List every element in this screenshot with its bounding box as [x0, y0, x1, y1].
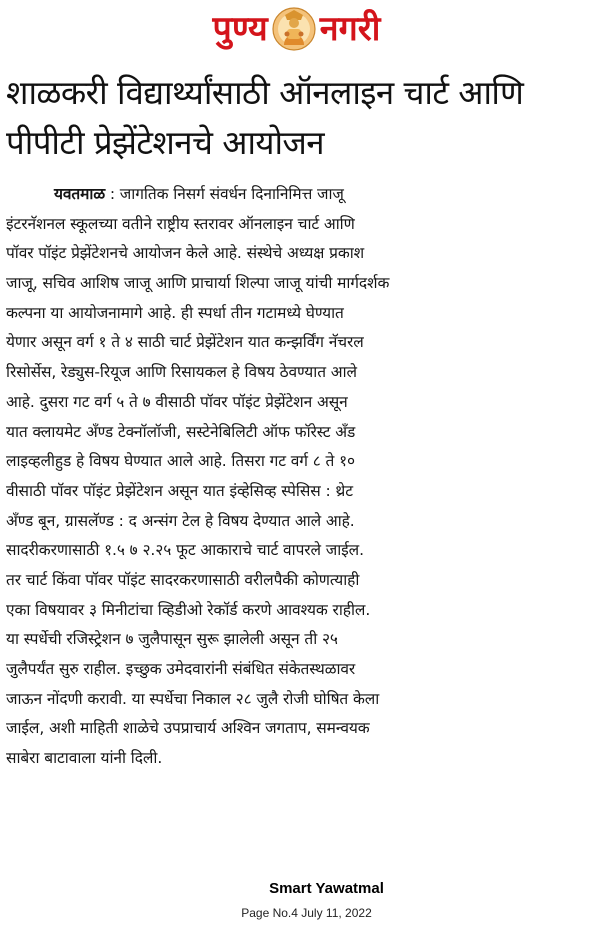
- article-line: लाइव्हलीहुड हे विषय घेण्यात आले आहे. तिसरा गट वर्ग ८ ते १०: [6, 452, 355, 471]
- article-line: पॉवर पॉइंट प्रेझेंटेशनचे आयोजन केले आहे. संस्थेचे अध्यक्ष प्रकाश: [6, 244, 365, 263]
- masthead: [0, 4, 593, 54]
- brand-name-left: पुण्य: [212, 9, 268, 49]
- article-headline: [6, 68, 591, 168]
- article-line: आहे. दुसरा गट वर्ग ५ ते ७ वीसाठी पॉवर पॉइंट प्रेझेंटेशन असून: [6, 392, 348, 411]
- article-line: अँण्ड बून, ग्रासलॅण्ड : द अन्संग टेल हे विषय देण्यात आले आहे.: [6, 511, 355, 530]
- article-line: वीसाठी पॉवर पॉइंट प्रेझेंटेशन असून यात इंव्हेसिव्ह स्पेसिस : थ्रेट: [6, 481, 353, 500]
- article-body: [6, 180, 584, 774]
- article-line: जाऊन नोंदणी करावी. या स्पर्धेचा निकाल २८ जुलै रोजी घोषित केला: [6, 689, 380, 708]
- article-line: जुलैपर्यंत सुरु राहील. इच्छुक उमेदवारांनी संबंधित संकेतस्थळावर: [6, 660, 356, 678]
- headline-line-1: शाळकरी विद्यार्थ्यांसाठी ऑनलाइन चार्ट आणि: [6, 73, 524, 112]
- dateline: यवतमाळ: [54, 185, 106, 203]
- article-line: रिसोर्सेस, रेड्युस-रियूज आणि रिसायकल हे विषय ठेवण्यात आले: [6, 363, 357, 382]
- source-credit: Smart Yawatmal: [269, 880, 384, 897]
- article-line: तर चार्ट किंवा पॉवर पॉइंट सादरकरणासाठी वरीलपैकी कोणत्याही: [6, 570, 360, 589]
- masthead-logo-group: [213, 7, 381, 51]
- brand-name-right: नगरी: [319, 9, 381, 49]
- article-line-1: [6, 180, 584, 210]
- deity-emblem-icon: [272, 7, 316, 51]
- article-line: साबेरा बाटावाला यांनी दिली.: [6, 749, 163, 768]
- article-line: यात क्लायमेट अँण्ड टेक्नॉलॉजी, सस्टेनेबिलिटी ऑफ फॉरेस्ट अँड: [6, 422, 356, 441]
- article-line: या स्पर्धेची रजिस्ट्रेशन ७ जुलैपासून सुरू झालेली असून ती २५: [6, 630, 338, 649]
- article-line: कल्पना या आयोजनामागे आहे. ही स्पर्धा तीन गटामध्ये घेण्यात: [6, 303, 344, 322]
- article-line: एका विषयावर ३ मिनीटांचा व्हिडीओ रेकॉर्ड करणे आवश्यक राहील.: [6, 600, 371, 619]
- article-line: जाईल, अशी माहिती शाळेचे उपप्राचार्य अश्विन जगताप, समन्वयक: [6, 719, 370, 738]
- page-date-meta: Page No.4 July 11, 2022: [241, 906, 372, 920]
- article-line: सादरीकरणासाठी १.५ ७ २.२५ फूट आकाराचे चार्ट वापरले जाईल.: [6, 541, 364, 560]
- article-line: इंटरनॅशनल स्कूलच्या वतीने राष्ट्रीय स्तरावर ऑनलाइन चार्ट आणि: [6, 214, 355, 233]
- article-line-1-text: : जागतिक निसर्ग संवर्धन दिनानिमित्त जाजू: [105, 185, 344, 203]
- article-line: जाजू, सचिव आशिष जाजू आणि प्राचार्या शिल्पा जाजू यांची मार्गदर्शक: [6, 274, 390, 293]
- article-line: येणार असून वर्ग १ ते ४ साठी चार्ट प्रेझेंटेशन यात कन्झर्विंग नॅचरल: [6, 333, 364, 352]
- headline-line-2: पीपीटी प्रेझेंटेशनचे आयोजन: [6, 123, 325, 162]
